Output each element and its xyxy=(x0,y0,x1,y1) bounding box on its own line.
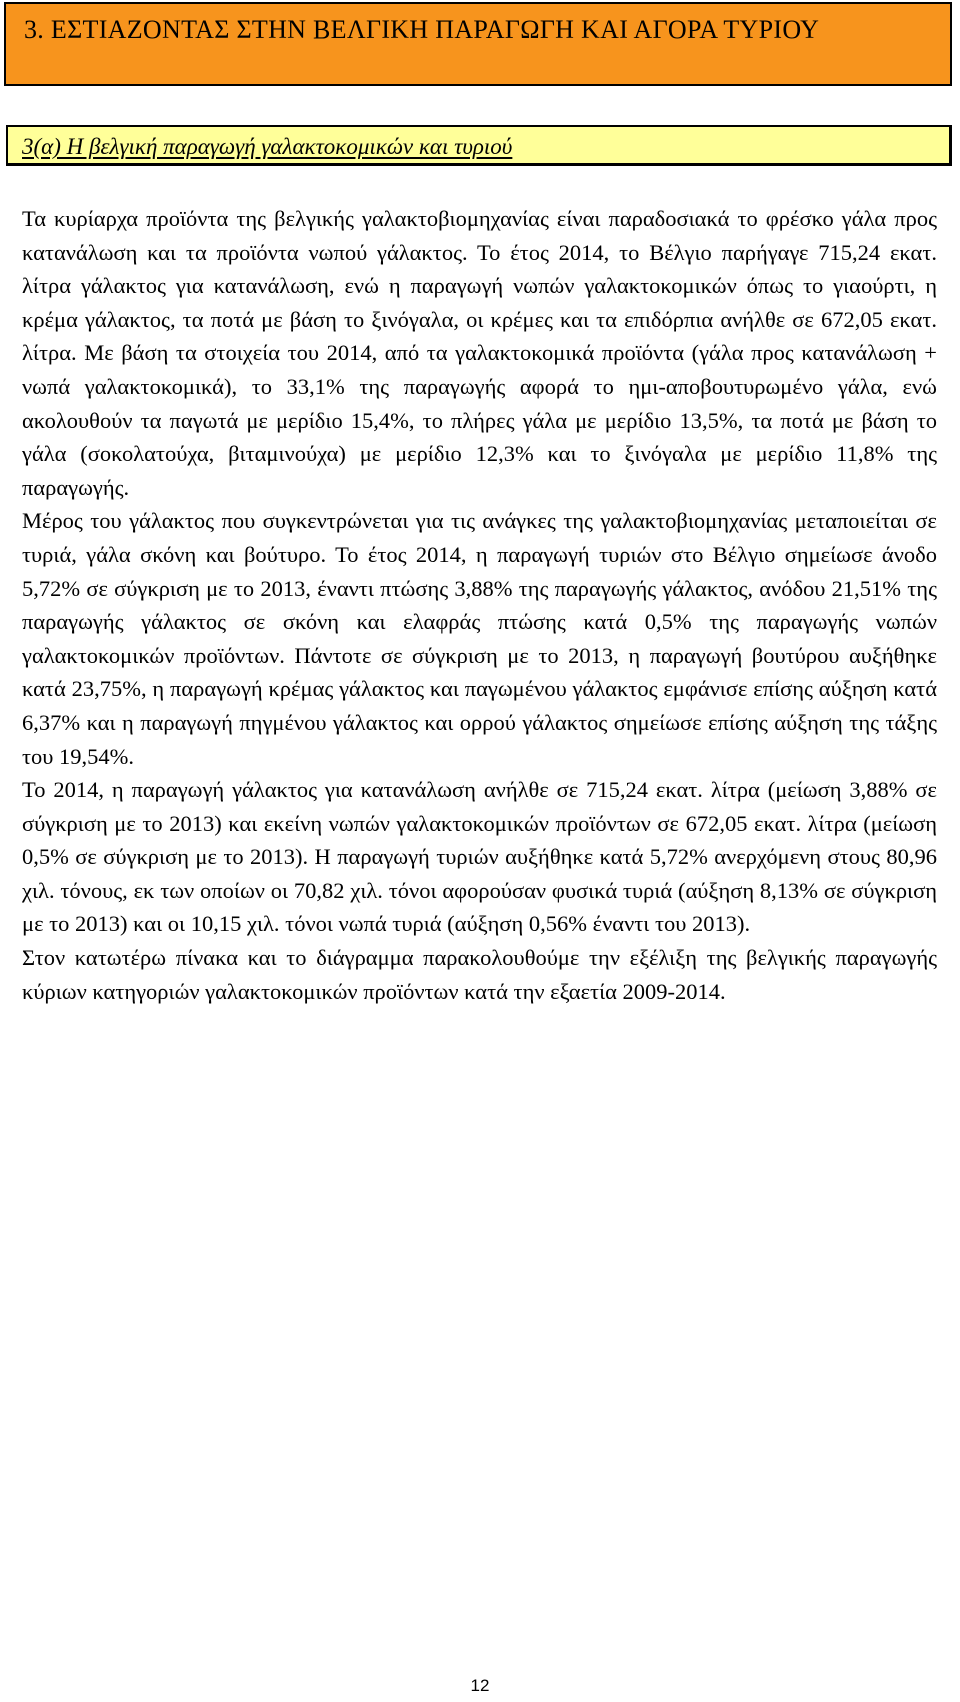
document-body xyxy=(22,202,937,1008)
subsection-title: 3(α) Η βελγική παραγωγή γαλακτοκομικών και τυριού xyxy=(22,134,513,159)
paragraph-dairy-products: Τα κυρίαρχα προϊόντα της βελγικής γαλακτοβιομηχανίας είναι παραδοσιακά το φρέσκο γάλα προς κατανάλωση και τα προϊόντα νωπού γάλακτος. Το έτος 2014, το Βέλγιο παρήγαγε 715,24 εκατ. λίτρα γάλακτος για κατανάλωση, ενώ η παραγωγή νωπών γαλακτοκομικών όπως το γιαούρτι, η κρέμα γάλακτος, τα ποτά με βάση το ξινόγαλα, οι κρέμες και τα επιδόρπια ανήλθε σε 672,05 εκατ. λίτρα. Με βάση τα στοιχεία του 2014, από τα γαλακτοκομικά προϊόντα (γάλα προς κατανάλωση + νωπά γαλακτοκομικά), το 33,1% της παραγωγής αφορά το ημι-αποβουτυρωμένο γάλα, ενώ ακολουθούν τα παγωτά με μερίδιο 15,4%, το πλήρες γάλα με μερίδιο 13,5%, τα ποτά με βάση το γάλα (σοκολατούχα, βιταμινούχα) με μερίδιο 12,3% και το ξινόγαλα με μερίδιο 11,8% της παραγωγής. xyxy=(22,206,937,500)
paragraph-2014-figures: Το 2014, η παραγωγή γάλακτος για κατανάλωση ανήλθε σε 715,24 εκατ. λίτρα (μείωση 3,88% σε σύγκριση με το 2013) και εκείνη νωπών γαλακτοκομικών προϊόντων σε 672,05 εκατ. λίτρα (μείωση 0,5% σε σύγκριση με το 2013). Η παραγωγή τυριών αυξήθηκε κατά 5,72% ανερχόμενη στους 80,96 χιλ. τόνους, εκ των οποίων οι 70,82 χιλ. τόνοι αφορούσαν φυσικά τυριά (αύξηση 8,13% σε σύγκριση με το 2013) και οι 10,15 χιλ. τόνοι νωπά τυριά (αύξηση 0,56% έναντι του 2013). xyxy=(22,777,937,937)
page-number: 12 xyxy=(470,1676,490,1695)
section-title: 3. ΕΣΤΙΑΖΟΝΤΑΣ ΣΤΗΝ ΒΕΛΓΙΚΗ ΠΑΡΑΓΩΓΗ ΚΑΙ ΑΓΟΡΑ ΤΥΡΙΟΥ xyxy=(24,15,820,44)
paragraph-cheese-production: Μέρος του γάλακτος που συγκεντρώνεται για τις ανάγκες της γαλακτοβιομηχανίας μεταποιείται σε τυριά, γάλα σκόνη και βούτυρο. Το έτος 2014, η παραγωγή τυριών στο Βέλγιο σημείωσε άνοδο 5,72% σε σύγκριση με το 2013, έναντι πτώσης 3,88% της παραγωγής γάλακτος, ανόδου 21,51% της παραγωγής γάλακτος σε σκόνη και ελαφράς πτώσης κατά 0,5% της παραγωγής νωπών γαλακτοκομικών προϊόντων. Πάντοτε σε σύγκριση με το 2013, η παραγωγή βουτύρου αυξήθηκε κατά 23,75%, η παραγωγή κρέμας γάλακτος και παγωμένου γάλακτος εμφάνισε επίσης αύξηση κατά 6,37% και η παραγωγή πηγμένου γάλακτος και ορρού γάλακτος σημείωσε επίσης αύξηση της τάξης του 19,54%. xyxy=(22,508,937,769)
paragraph-table-intro: Στον κατωτέρω πίνακα και το διάγραμμα παρακολουθούμε την εξέλιξη της βελγικής παραγωγής κύριων κατηγοριών γαλακτοκομικών προϊόντων κατά την εξαετία 2009-2014. xyxy=(22,945,937,1004)
section-heading xyxy=(4,2,952,86)
subsection-heading xyxy=(6,125,952,166)
